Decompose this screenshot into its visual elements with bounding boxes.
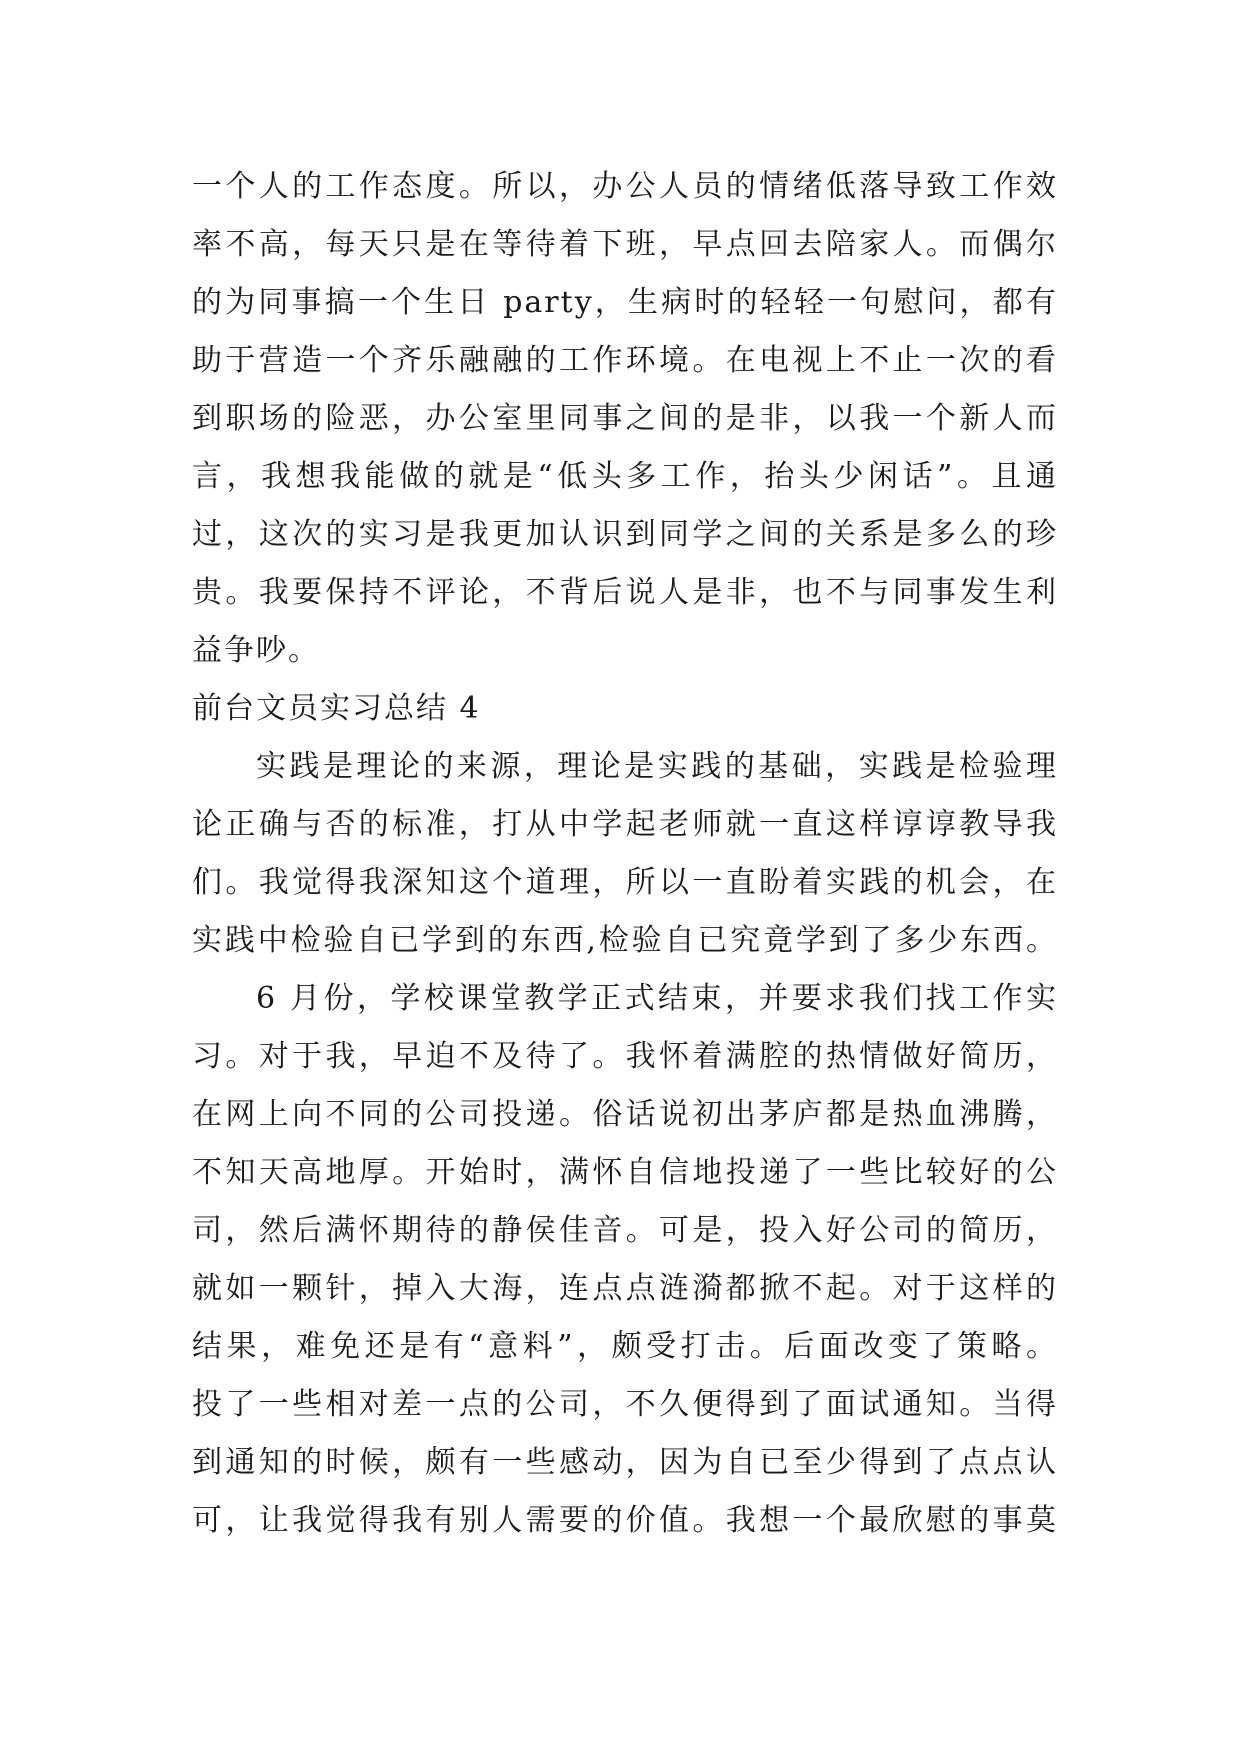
text-line: 结果，难免还是有“意料”，颇受打击。后面改变了策略。: [192, 1329, 1058, 1364]
text-line: 贵。我要保持不评论，不背后说人是非，也不与同事发生利: [192, 575, 1058, 610]
text-line: 习。对于我，早迫不及待了。我怀着满腔的热情做好简历，: [192, 1039, 1058, 1074]
text-line: 可，让我觉得我有别人需要的价值。我想一个最欣慰的事莫: [192, 1503, 1058, 1538]
text-line: 不知天高地厚。开始时，满怀自信地投递了一些比较好的公: [192, 1155, 1058, 1190]
text-line: 到职场的险恶，办公室里同事之间的是非，以我一个新人而: [192, 401, 1058, 436]
text-line: 助于营造一个齐乐融融的工作环境。在电视上不止一次的看: [192, 343, 1058, 378]
text-line: 实践中检验自已学到的东西,检验自已究竟学到了多少东西。: [192, 923, 1058, 958]
text-line: 过，这次的实习是我更加认识到同学之间的关系是多么的珍: [192, 517, 1058, 552]
paragraph-1: [192, 158, 1058, 680]
paragraph-2: [192, 738, 1058, 970]
text-line: 到通知的时候，颇有一些感动，因为自已至少得到了点点认: [192, 1445, 1058, 1480]
text-line: 实践是理论的来源，理论是实践的基础，实践是检验理: [256, 749, 1058, 784]
text-line: 一个人的工作态度。所以，办公人员的情绪低落导致工作效: [192, 169, 1058, 204]
text-line: 6 月份，学校课堂教学正式结束，并要求我们找工作实: [256, 981, 1058, 1016]
text-line: 在网上向不同的公司投递。俗话说初出茅庐都是热血沸腾，: [192, 1097, 1058, 1132]
text-line: 论正确与否的标准，打从中学起老师就一直这样谆谆教导我: [192, 807, 1058, 842]
text-line: 们。我觉得我深知这个道理，所以一直盼着实践的机会，在: [192, 865, 1058, 900]
text-line: 就如一颗针，掉入大海，连点点涟漪都掀不起。对于这样的: [192, 1271, 1058, 1306]
text-line: 司，然后满怀期待的静侯佳音。可是，投入好公司的简历，: [192, 1213, 1058, 1248]
document-body: [192, 158, 1058, 1550]
section-heading: 前台文员实习总结 4: [192, 691, 481, 726]
paragraph-3: [192, 970, 1058, 1550]
text-line: 益争吵。: [192, 633, 320, 668]
text-line: 率不高，每天只是在等待着下班，早点回去陪家人。而偶尔: [192, 227, 1058, 262]
text-line: 的为同事搞一个生日 party，生病时的轻轻一句慰问，都有: [192, 285, 1058, 320]
text-line: 投了一些相对差一点的公司，不久便得到了面试通知。当得: [192, 1387, 1058, 1422]
text-line: 言，我想我能做的就是“低头多工作，抬头少闲话”。且通: [192, 459, 1058, 494]
